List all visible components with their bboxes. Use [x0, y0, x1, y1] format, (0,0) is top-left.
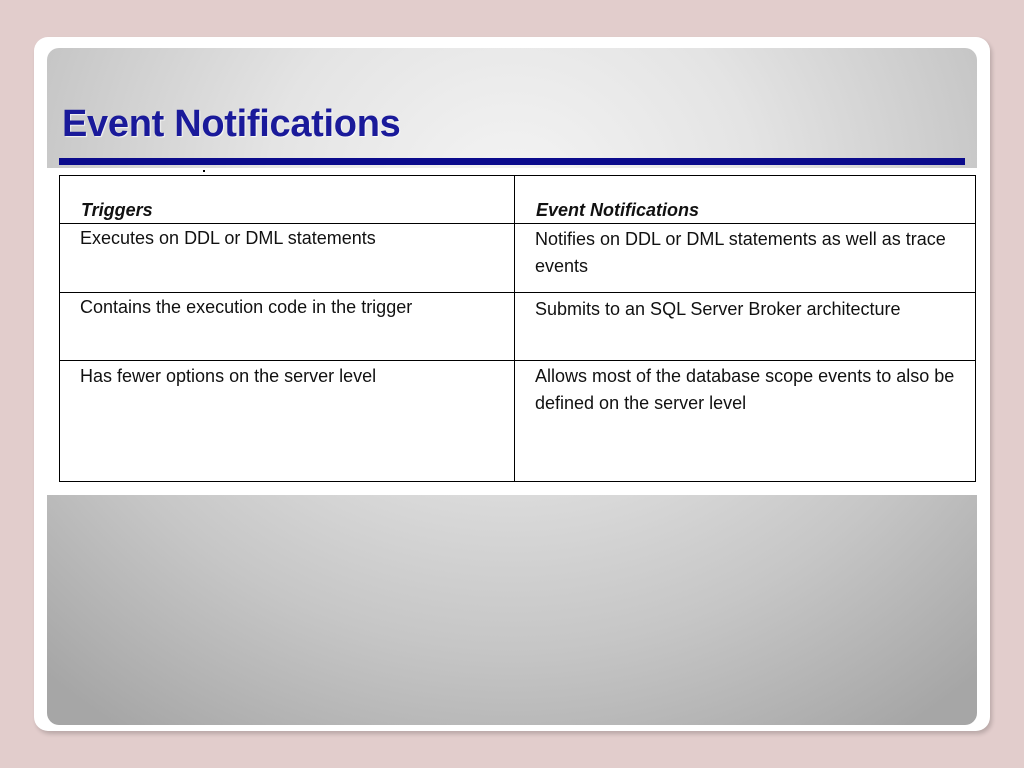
header-cell-event-notifications	[515, 176, 976, 224]
cell-text: Submits to an SQL Server Broker architecture	[535, 299, 901, 319]
comparison-table	[59, 175, 976, 482]
table-cell	[60, 361, 515, 482]
cell-text: Allows most of the database scope events to also be defined on the server level	[535, 366, 955, 413]
header-label: Triggers	[81, 200, 153, 220]
header-label: Event Notifications	[536, 200, 700, 220]
cell-text: Notifies on DDL or DML statements as well as trace events	[535, 229, 946, 276]
header-cell-triggers	[60, 176, 515, 224]
table-cell	[515, 293, 976, 361]
table-cell	[60, 293, 515, 361]
table-row	[60, 224, 976, 293]
table-cell	[515, 361, 976, 482]
table-row	[60, 293, 976, 361]
cell-text: Executes on DDL or DML statements	[80, 228, 376, 248]
table-cell	[515, 224, 976, 293]
stray-dot	[203, 170, 205, 172]
table-cell	[60, 224, 515, 293]
table-row	[60, 361, 976, 482]
cell-text: Contains the execution code in the trigger	[80, 297, 413, 317]
cell-text: Has fewer options on the server level	[80, 366, 377, 386]
table-header-row	[60, 176, 976, 224]
slide-title: Event Notifications	[62, 103, 401, 145]
title-underline	[59, 158, 965, 165]
